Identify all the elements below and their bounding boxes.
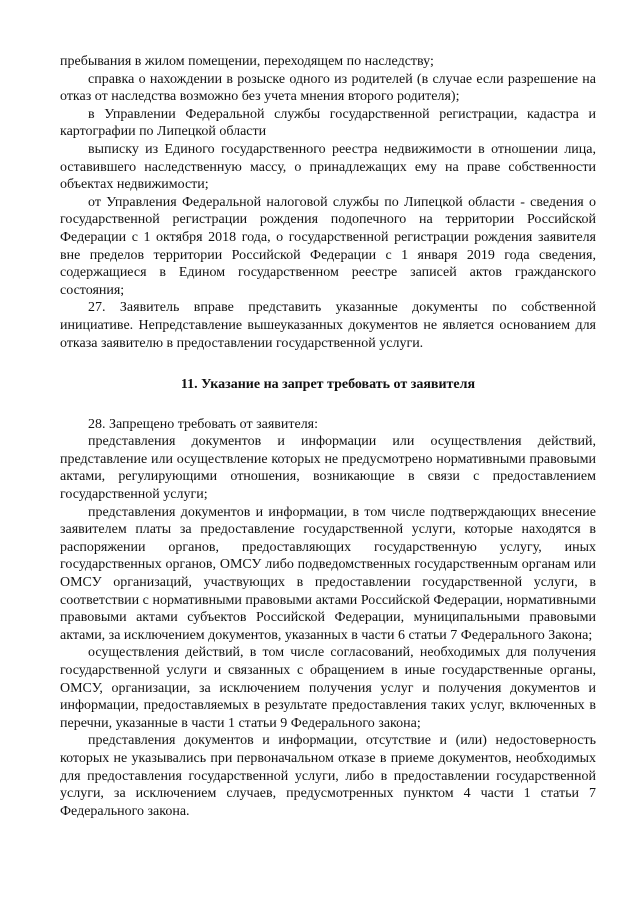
paragraph-tax-service-info: от Управления Федеральной налоговой службы по Липецкой области - сведения о государственной регистрации рождения подопечного на территории Российской Федерации с 1 октября 2018 года, о государственной регистрации рождения заявителя вне пределов территории Российской Федерации с 1 января 2019 года сведения, содержащиеся в Едином государственном реестре записей актов гражданского состояния; xyxy=(60,194,596,298)
paragraph-prohibited-unstated-docs: представления документов и информации, отсутствие и (или) недостоверность которых не указывались при первоначальном отказе в приеме документов, необходимых для предоставления государственной услуги, либо в предоставлении государственной услуги, за исключением случаев, предусмотренных пунктом 4 части 1 статьи 7 Федерального закона. xyxy=(60,733,596,819)
paragraph-28-prohibited: 28. Запрещено требовать от заявителя: xyxy=(88,416,319,432)
paragraph-prohibited-actions: осуществления действий, в том числе согласований, необходимых для получения государственной услуги и связанных с обращением в иные государственные органы, ОМСУ, организации, за исключением получения услуг и получения документов и информации, предоставляемых в результате предоставления таких услуг, включенных в перечни, указанные в части 1 статьи 9 Федерального закона; xyxy=(60,645,596,731)
paragraph-inheritance-residence: пребывания в жилом помещении, переходящем по наследству; xyxy=(60,54,434,69)
paragraph-prohibited-held-docs: представления документов и информации, в том числе подтверждающих внесение заявителем платы за предоставление государственной услуги, которые находятся в распоряжении органов, предоставляющих государственную услугу, иных государственных органов, ОМСУ либо подведомственных государственным органам или ОМСУ организаций, участвующих в предоставлении государственной услуги, в соответствии с нормативными правовыми актами Российской Федерации, нормативными правовыми актами субъектов Российской Федерации, муниципальными правовыми актами, за исключением документов, указанных в части 6 статьи 7 Федерального Закона; xyxy=(60,504,596,643)
paragraph-prohibited-unregulated-docs: представления документов и информации или осуществления действий, представление или осуществление которых не предусмотрено нормативными правовыми актами, регулирующими отношения, возникающие в связи с предоставлением государственной услуги; xyxy=(60,434,596,503)
paragraph-27-own-initiative: 27. Заявитель вправе представить указанные документы по собственной инициативе. Непредставление вышеуказанных документов не является основанием для отказа заявителю в предоставлении государственной услуги. xyxy=(60,300,596,351)
paragraph-egrn-extract: выписку из Единого государственного реестра недвижимости в отношении лица, оставившего наследственную массу, о принадлежащих ему на праве собственности объектах недвижимости; xyxy=(60,141,596,193)
section-title: 11. Указание на запрет требовать от заявителя xyxy=(180,377,476,393)
paragraph-wanted-parent-certificate: справка о нахождении в розыске одного из родителей (в случае если разрешение на отказ от наследства возможно без учета мнения второго родителя); xyxy=(60,71,596,105)
paragraph-rosreestr-office: в Управлении Федеральной службы государственной регистрации, кадастра и картографии по Липецкой области xyxy=(60,106,596,140)
document-page xyxy=(60,53,596,820)
